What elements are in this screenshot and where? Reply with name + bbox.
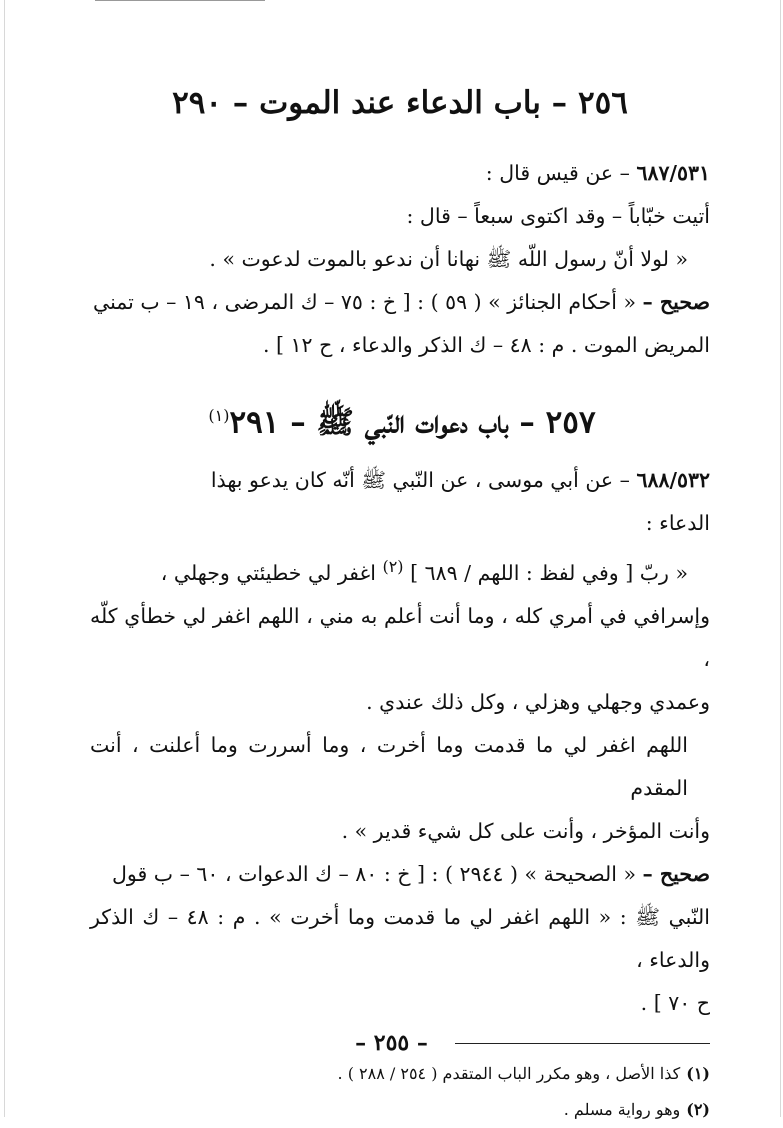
footnote-1 [90,1056,710,1092]
hadith-532-intro-line-1 [90,459,710,502]
scan-edge-right [780,0,781,1117]
top-edge-rule [95,0,265,1]
footnote-2-number: (٢) [686,1100,710,1120]
footnote-2-text: وهو رواية مسلم . [563,1100,681,1120]
hadith-531-number: ٦٨٧/٥٣١ [636,161,710,185]
hadith-531-takhrij-line-1 [90,281,710,324]
footnote-1-number: (١) [686,1064,710,1084]
hadith-532-dua-line-1 [90,545,710,595]
hadith-532-dua-line-3: وعمدي وجهلي وهزلي ، وكل ذلك عندي . [366,690,710,715]
chapter-256-title [90,80,710,126]
hadith-531-grade: صحيح – [642,290,710,314]
chapter-257-title [90,393,710,445]
hadith-531-intro-text: – عن قيس قال : [485,161,637,185]
hadith-532-dua-line-4: اللهم اغفر لي ما قدمت وما أخرت ، وما أسررت وما أعلنت ، أنت المقدم [90,733,688,801]
dua-line-1-part-a: « ربّ [ وفي لفظ : اللهم / ٦٨٩ ] [403,561,688,586]
hadith-531 [90,152,710,367]
hadith-532-takhrij-line-2: النّبي ﷺ : « اللهم اغفر لي ما قدمت وما أخرت » . م : ٤٨ – ك الذكر والدعاء ، [90,905,710,973]
hadith-532-intro-text: – عن أبي موسى ، عن النّبي ﷺ أنّه كان يدعو بهذا [210,468,637,493]
hadith-531-takhrij-line-2: المريض الموت . م : ٤٨ – ك الذكر والدعاء ، ح ١٢ ] . [262,333,710,357]
hadith-531-text-line-1: أتيت خبّاباً – وقد اكتوى سبعاً – قال : [406,204,710,228]
hadith-532-takhrij-line-1 [90,853,710,896]
footnote-2 [90,1092,710,1128]
hadith-532-grade: صحيح – [642,862,710,887]
chapter-256-title-text: ٢٥٦ – باب الدعاء عند الموت – ٢٩٠ [172,85,628,121]
dua-footnote-mark: (٢) [382,557,404,577]
footnotes [90,1056,710,1128]
page-number: – ٢٥٥ – [355,1030,428,1056]
hadith-532-takhrij-line-3: ح ٧٠ ] . [640,991,710,1016]
dua-line-1-part-b: اغفر لي خطيئتي وجهلي ، [160,561,383,586]
hadith-532-number: ٦٨٨/٥٣٢ [636,468,710,493]
hadith-531-text-line-2: « لولا أنّ رسول اللّه ﷺ نهانا أن ندعو بالموت لدعوت » . [209,247,688,271]
scan-edge-left [4,0,5,1117]
footnote-1-text: كذا الأصل ، وهو مكرر الباب المتقدم ( ٢٥٤ / ٢٨٨ ) . [337,1064,681,1084]
hadith-532-takhrij-text: « الصحيحة » ( ٢٩٤٤ ) : [ خ : ٨٠ – ك الدعوات ، ٦٠ – ب قول [112,862,643,887]
chapter-257-title-text: ٢٥٧ – باب دعوات النّبي ﷺ – ٢٩١ [229,404,596,441]
hadith-532-dua-line-2: وإسرافي في أمري كله ، وما أنت أعلم به مني ، اللهم اغفر لي خطأي كلّه ، [90,604,710,672]
chapter-257-footnote-mark: (١) [208,406,230,425]
hadith-532-dua-line-5: وأنت المؤخر ، وأنت على كل شيء قدير » . [341,819,710,844]
hadith-532 [90,459,710,1025]
hadith-531-intro [90,152,710,195]
hadith-531-takhrij-text: « أحكام الجنائز » ( ٥٩ ) : [ خ : ٧٥ – ك المرضى ، ١٩ – ب تمني [92,290,643,314]
hadith-532-intro-line-2: الدعاء : [645,511,710,536]
book-page [90,70,710,1128]
